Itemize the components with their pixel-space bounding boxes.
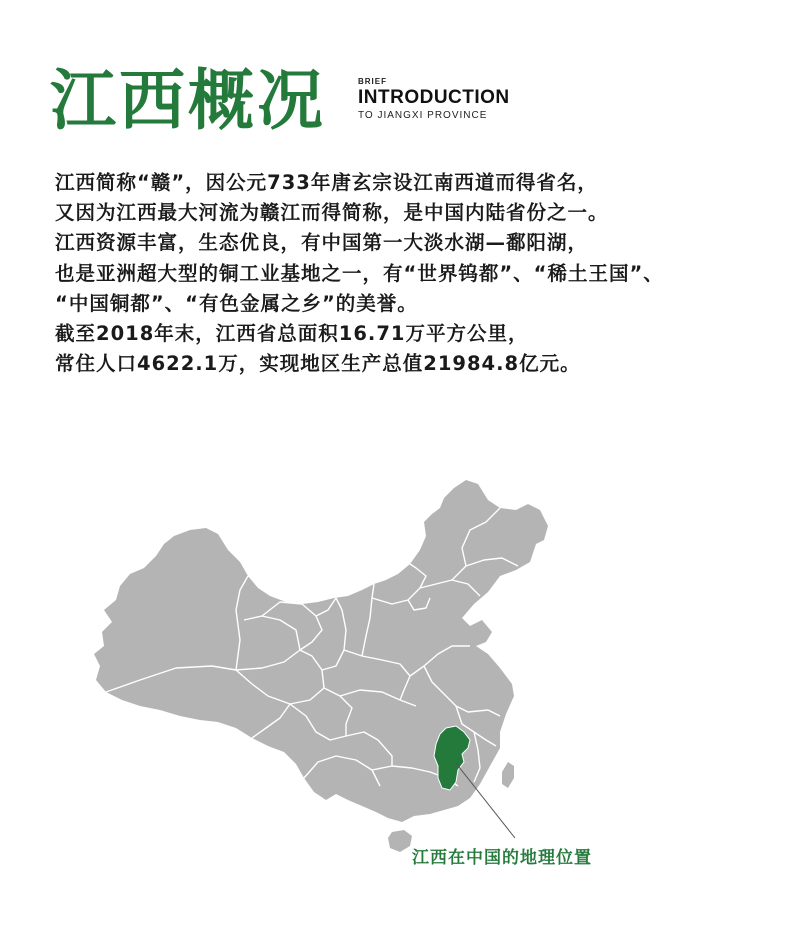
subtitle-province: TO JIANGXI PROVINCE xyxy=(358,110,488,121)
intro-line: 又因为江西最大河流为赣江而得简称，是中国内陆省份之一。 xyxy=(55,201,609,225)
intro-line: 也是亚洲超大型的铜工业基地之一，有“世界钨都”、“稀土王国”、 xyxy=(55,261,664,285)
hainan-island xyxy=(388,830,412,852)
intro-line: 截至2018年末，江西省总面积16.71万平方公里， xyxy=(55,322,529,346)
china-map-svg xyxy=(0,470,800,949)
intro-line: 江西资源丰富，生态优良，有中国第一大淡水湖—鄱阳湖， xyxy=(55,231,589,255)
intro-text xyxy=(55,168,755,379)
intro-line: 常住人口4622.1万，实现地区生产总值21984.8亿元。 xyxy=(55,352,581,376)
intro-line: “中国铜都”、“有色金属之乡”的美誉。 xyxy=(55,291,418,315)
subtitle-block xyxy=(358,77,510,123)
page-title: 江西概况 xyxy=(50,61,326,139)
subtitle-brief: BRIEF xyxy=(358,77,387,86)
taiwan-island xyxy=(502,762,514,788)
china-mainland xyxy=(94,480,548,822)
china-map xyxy=(0,470,800,949)
intro-line: 江西简称“赣”，因公元733年唐玄宗设江南西道而得省名， xyxy=(55,171,598,194)
map-caption: 江西在中国的地理位置 xyxy=(412,848,592,868)
subtitle-introduction: INTRODUCTION xyxy=(358,87,510,108)
